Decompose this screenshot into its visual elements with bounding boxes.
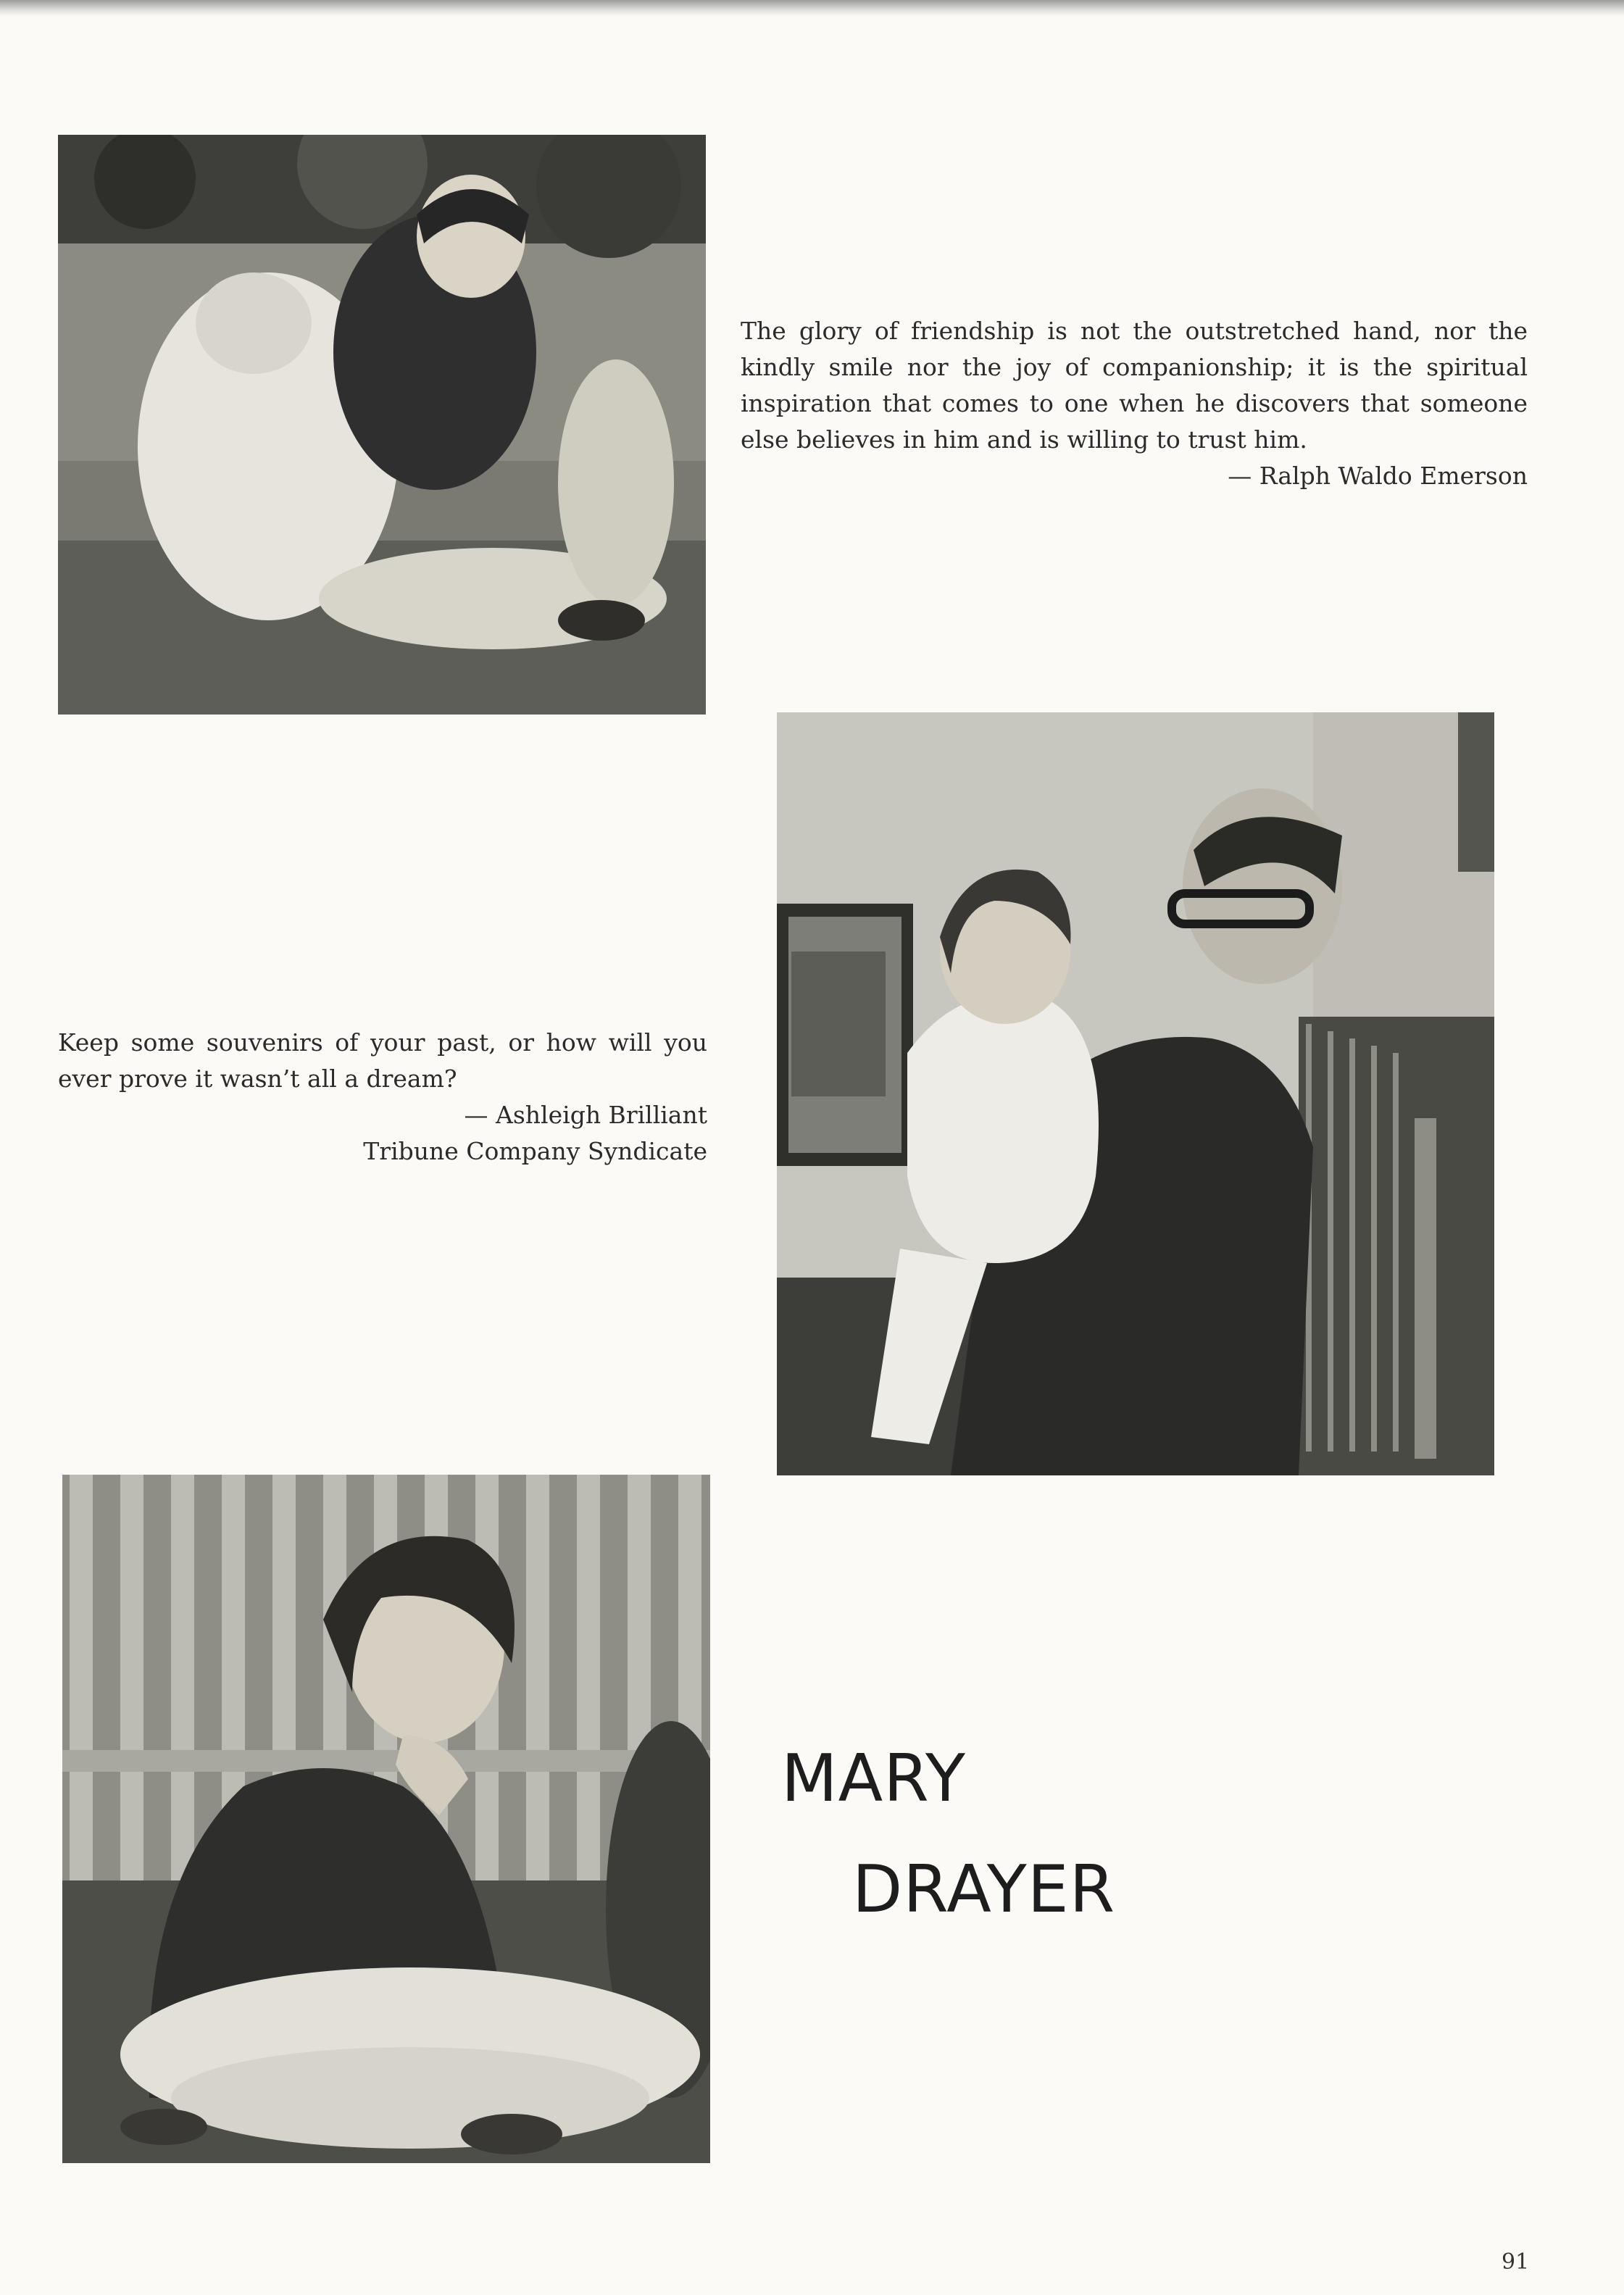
photo-father-and-child xyxy=(777,712,1494,1475)
name-first: MARY xyxy=(781,1741,966,1817)
quote-brilliant-source: Tribune Company Syndicate xyxy=(363,1137,707,1165)
quote-emerson xyxy=(741,313,1528,494)
photo-girl-with-dog xyxy=(58,135,706,715)
quote-brilliant-text: Keep some souvenirs of your past, or how will you ever prove it wasn’t all a dream? xyxy=(58,1028,707,1093)
quote-brilliant-attribution: — Ashleigh Brilliant xyxy=(464,1101,707,1129)
name-last: DRAYER xyxy=(852,1852,1116,1928)
photo-girl-by-fence xyxy=(62,1475,710,2163)
quote-brilliant xyxy=(58,1025,707,1170)
quote-emerson-text: The glory of friendship is not the outstretched hand, nor the kindly smile nor the joy of companionship; it is the spiritual inspiration that comes to one when he discovers that someone else believes in him and is willing to trust him. xyxy=(741,317,1528,454)
page-number: 91 xyxy=(1502,2249,1530,2275)
quote-emerson-attribution: — Ralph Waldo Emerson xyxy=(1228,462,1528,490)
page-top-edge xyxy=(0,0,1624,16)
